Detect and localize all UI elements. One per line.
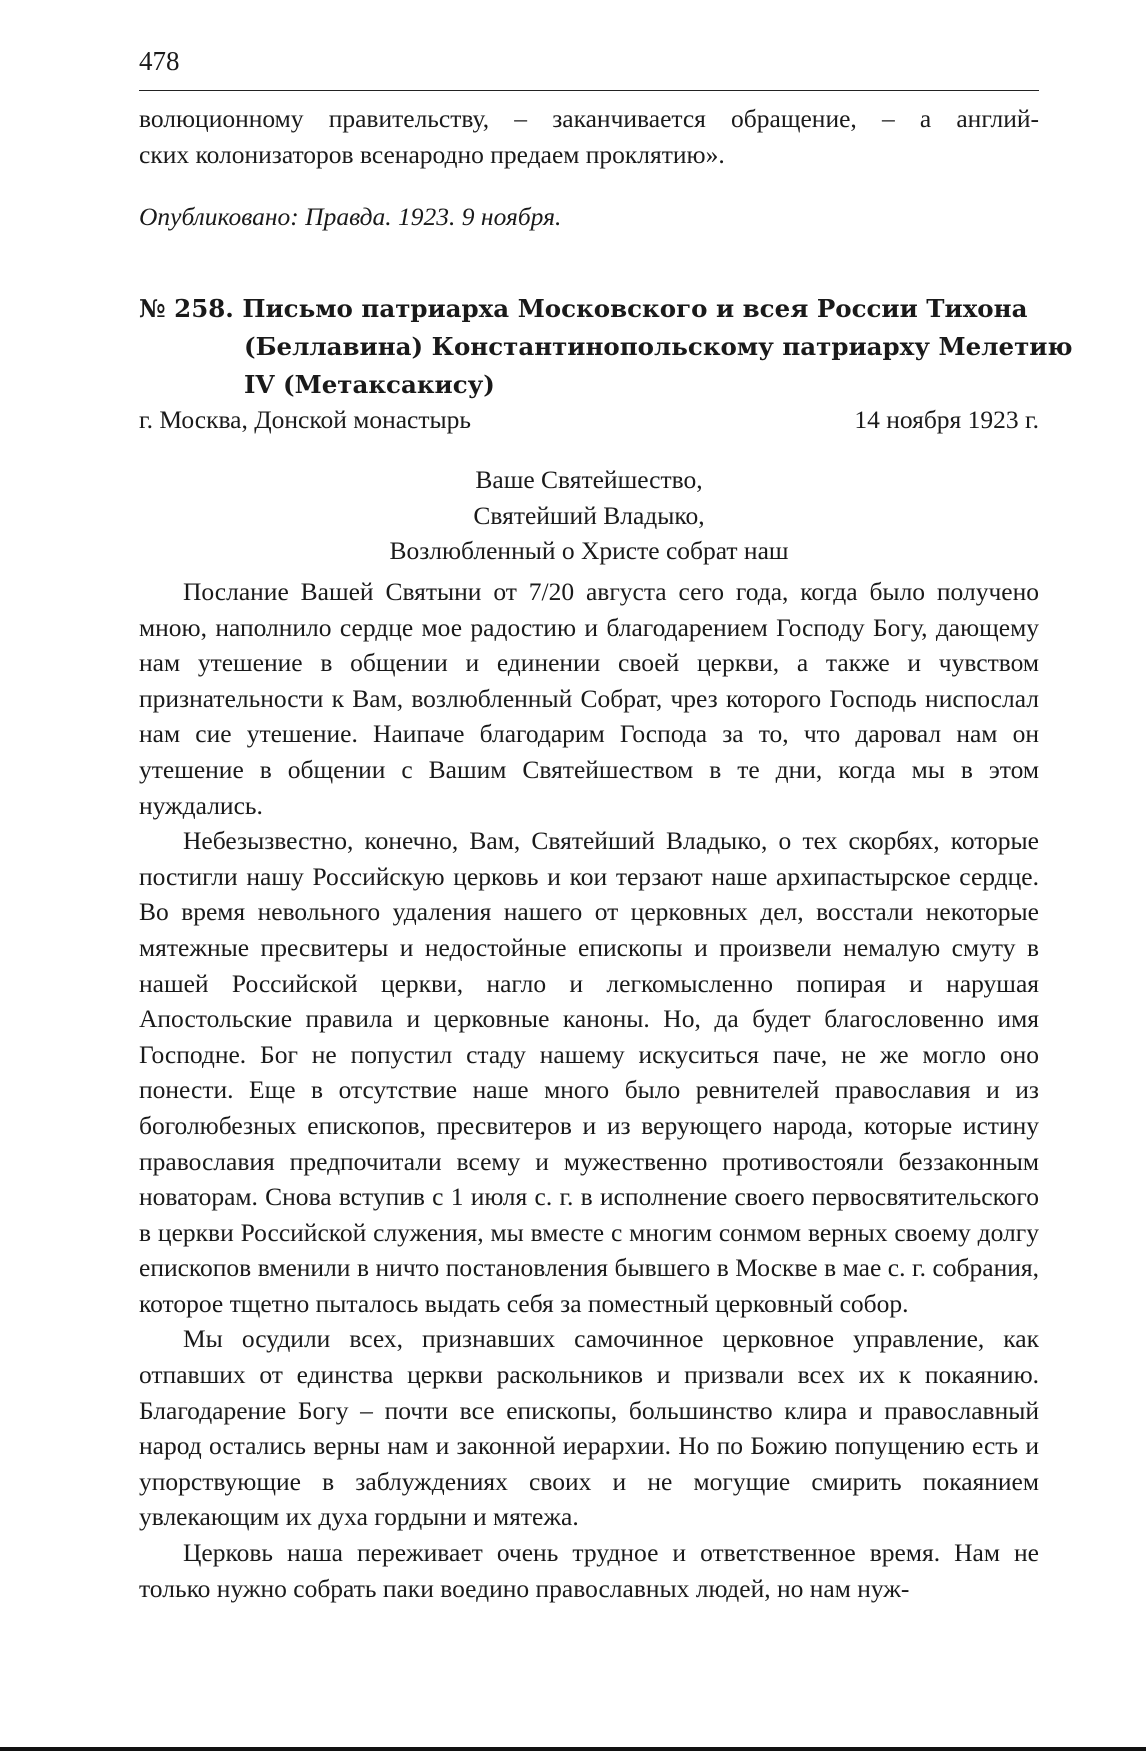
salutation [139,462,1039,569]
salutation-line-1: Ваше Святейшество, [475,465,703,494]
continuation-line-2: ских колонизаторов всенародно предаем проклятию». [139,139,725,169]
title-line-2: (Беллавина) Константинопольскому патриарху Мелетию [244,332,1073,361]
salutation-line-2: Святейший Владыко, [473,500,705,530]
document-meta [139,407,1039,433]
paragraph-2: Небезызвестно, конечно, Вам, Святейший Владыко, о тех скорбях, которые постигли нашу Российскую церковь и кои терзают наше архипастырское сердце. Во время невольного удаления нашего от церковных дел, восстали некоторые мятежные пресвитеры и недостойные епископы и произвели немалую смуту в нашей Российской церкви, нагло и легкомысленно попирая и нарушая Апостольские правила и церковные каноны. Но, да будет благословенно имя Господне. Бог не попустил стаду нашему искуситься паче, не же могло оно понести. Еще в отсутствие наше много было ревнителей православия и из боголюбезных епископов, пресвитеров и из верующего народа, которые истину православия предпочитали всему и мужественно противостояли беззаконным новаторам. Снова вступив с 1 июля с. г. в исполнение своего первосвятительского в церкви Российской служения, мы вместе с многим сонмом верных своему долгу епископов вменили в ничто постановления бывшего в Москве в мае с. г. собрания, которое тщетно пыталось выдать себя за поместный церковный собор. [139,826,1039,1318]
document-number: № 258. [139,294,234,323]
document-date: 14 ноября 1923 г. [854,405,1039,434]
document-title [139,290,1073,404]
title-line-3: IV (Метаксакису) [244,370,495,399]
paragraph-1: Послание Вашей Святыни от 7/20 августа сего года, когда было получено мною, наполнило сердце мое радостию и благодарением Господу Богу, дающему нам утешение в общении и единении своей церкви, а также и чувством признательности к Вам, возлюбленный Собрат, чрез которого Господь ниспослал нам сие утешение. Наипаче благодарим Господа за то, что даровал нам он утешение в общении с Вашим Святейшеством в те дни, когда мы в этом нуждались. [139,577,1039,820]
source-note: Опубликовано: Правда. 1923. 9 ноября. [139,202,562,231]
salutation-line-3: Возлюбленный о Христе собрат наш [389,536,789,566]
bottom-edge-rule [0,1747,1146,1751]
title-line-1: Письмо патриарха Московского и всея России Тихона [242,294,1028,323]
header-rule [139,90,1039,91]
document-place: г. Москва, Донской монастырь [139,405,472,434]
page-number: 478 [139,46,180,76]
letter-body [139,574,1039,1606]
paragraph-4: Церковь наша переживает очень трудное и ответственное время. Нам не только нужно собрать паки воедино православных людей, но нам нуж- [139,1538,1039,1603]
continuation-text [139,101,1039,172]
paragraph-3: Мы осудили всех, признавших самочинное церковное управление, как отпавших от единства церкви раскольников и призвали всех их к покаянию. Благодарение Богу – почти все епископы, большинство клира и православный народ остались верны нам и законной иерархии. Но по Божию попущению есть и упорствующие в заблуждениях своих и не могущие смирить покаянием увлекающим их духа гордыни и мятежа. [139,1324,1039,1532]
continuation-line-1: волюционному правительству, – заканчивается обращение, – а англий- [139,104,1039,133]
